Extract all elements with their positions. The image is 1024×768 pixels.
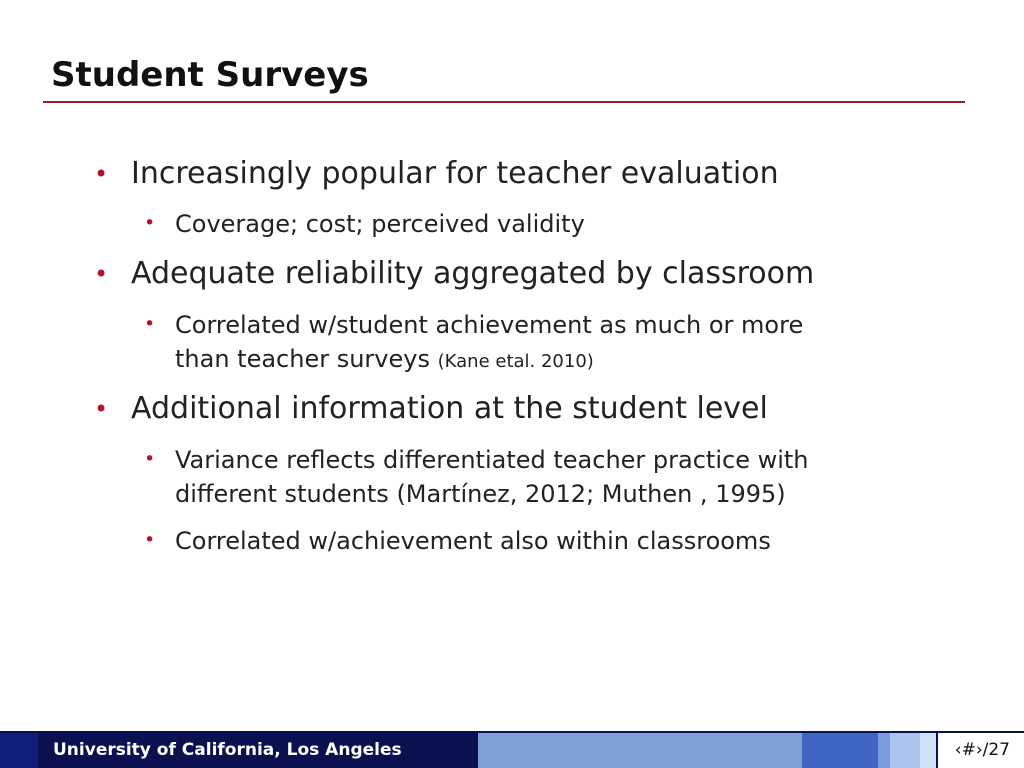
- slide-footer: [0, 733, 1024, 768]
- footer-color-block: [802, 733, 878, 768]
- bullet-dot: •: [144, 313, 156, 335]
- bullet-item: [94, 156, 779, 192]
- bullet-text: Additional information at the student level: [131, 391, 768, 426]
- bullet-dot: •: [144, 448, 156, 470]
- footer-color-block: [920, 733, 936, 768]
- institution-name: University of California, Los Angeles: [38, 733, 478, 768]
- bullet-text: Increasingly popular for teacher evaluation: [131, 156, 779, 191]
- bullet-text: than teacher surveys: [175, 345, 430, 373]
- bullet-text: Coverage; cost; perceived validity: [175, 210, 585, 238]
- page-number: ‹#›/27: [936, 733, 1014, 768]
- sub-bullet-item: [144, 207, 585, 241]
- footer-color-block: [0, 733, 38, 768]
- sub-bullet-item: [144, 308, 804, 342]
- bullet-dot: •: [144, 529, 156, 551]
- bullet-text: different students (Martínez, 2012; Muthen , 1995): [175, 480, 786, 508]
- bullet-text: Correlated w/student achievement as much or more: [175, 311, 804, 339]
- bullet-text: Variance reflects differentiated teacher practice with: [175, 446, 809, 474]
- sub-bullet-continuation: [175, 477, 786, 511]
- slide-title: Student Surveys: [51, 55, 369, 95]
- sub-bullet-continuation: [175, 342, 594, 379]
- footer-color-block: [878, 733, 890, 768]
- bullet-dot: •: [94, 160, 109, 188]
- bullet-dot: •: [94, 260, 109, 288]
- footer-color-block: [478, 733, 802, 768]
- sub-bullet-item: [144, 443, 809, 477]
- bullet-dot: •: [144, 212, 156, 234]
- bullet-dot: •: [94, 395, 109, 423]
- sub-bullet-item: [144, 524, 771, 558]
- bullet-item: [94, 256, 815, 292]
- bullet-text: Correlated w/achievement also within classrooms: [175, 527, 771, 555]
- bullet-item: [94, 391, 768, 427]
- bullet-text: Adequate reliability aggregated by classroom: [131, 256, 815, 291]
- footer-color-block: [890, 733, 920, 768]
- citation: (Kane etal. 2010): [437, 351, 594, 372]
